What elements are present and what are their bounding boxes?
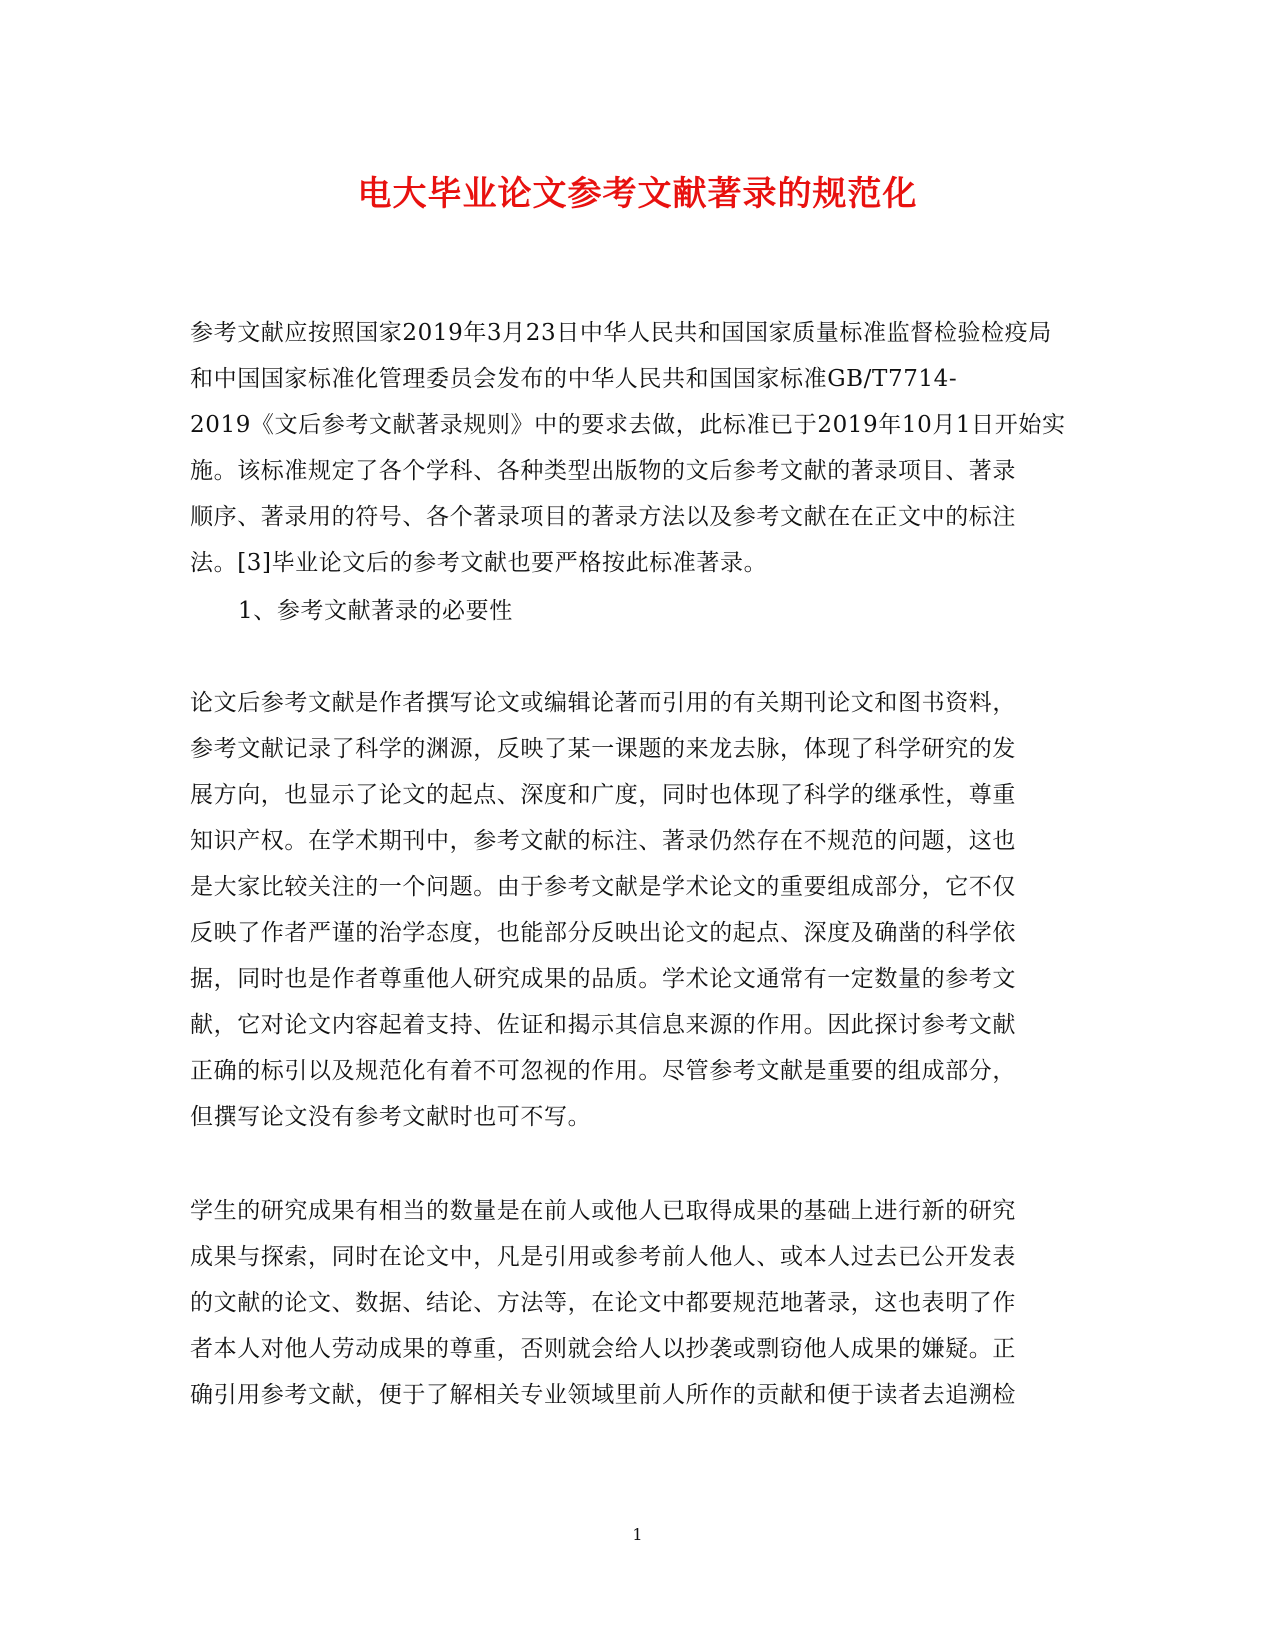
- section-heading: 1、参考文献著录的必要性: [238, 598, 513, 624]
- paragraph-1-line: 法。[3]毕业论文后的参考文献也要严格按此标准著录。: [190, 550, 768, 576]
- paragraph-1-line: 和中国国家标准化管理委员会发布的中华人民共和国国家标准GB/T7714-: [190, 366, 958, 392]
- paragraph-2-line: 但撰写论文没有参考文献时也可不写。: [190, 1104, 592, 1130]
- paragraph-2-line: 是大家比较关注的一个问题。由于参考文献是学术论文的重要组成部分，它不仅: [190, 874, 1016, 900]
- paragraph-2-line: 知识产权。在学术期刊中，参考文献的标注、著录仍然存在不规范的问题，这也: [190, 828, 1016, 854]
- paragraph-2-line: 展方向，也显示了论文的起点、深度和广度，同时也体现了科学的继承性，尊重: [190, 782, 1016, 808]
- paragraph-1-line: 参考文献应按照国家2019年3月23日中华人民共和国国家质量标准监督检验检疫局: [190, 320, 1052, 346]
- paragraph-2-line: 献，它对论文内容起着支持、佐证和揭示其信息来源的作用。因此探讨参考文献: [190, 1012, 1016, 1038]
- paragraph-2-line: 据，同时也是作者尊重他人研究成果的品质。学术论文通常有一定数量的参考文: [190, 966, 1016, 992]
- page-number: 1: [632, 1525, 643, 1544]
- paragraph-3-line: 成果与探索，同时在论文中，凡是引用或参考前人他人、或本人过去已公开发表: [190, 1244, 1016, 1270]
- paragraph-2-line: 参考文献记录了科学的渊源，反映了某一课题的来龙去脉，体现了科学研究的发: [190, 736, 1016, 762]
- paragraph-2-line: 正确的标引以及规范化有着不可忽视的作用。尽管参考文献是重要的组成部分，: [190, 1058, 1016, 1084]
- paragraph-2-line: 论文后参考文献是作者撰写论文或编辑论著而引用的有关期刊论文和图书资料，: [190, 690, 1016, 716]
- paragraph-3-line: 者本人对他人劳动成果的尊重，否则就会给人以抄袭或剽窃他人成果的嫌疑。正: [190, 1336, 1016, 1362]
- paragraph-2-line: 反映了作者严谨的治学态度，也能部分反映出论文的起点、深度及确凿的科学依: [190, 920, 1016, 946]
- paragraph-3-line: 确引用参考文献，便于了解相关专业领域里前人所作的贡献和便于读者去追溯检: [190, 1382, 1016, 1408]
- paragraph-3-line: 学生的研究成果有相当的数量是在前人或他人已取得成果的基础上进行新的研究: [190, 1198, 1016, 1224]
- paragraph-1-line: 2019《文后参考文献著录规则》中的要求去做，此标准已于2019年10月1日开始实: [190, 412, 1066, 438]
- paragraph-1-line: 顺序、著录用的符号、各个著录项目的著录方法以及参考文献在在正文中的标注: [190, 504, 1016, 530]
- paragraph-3-line: 的文献的论文、数据、结论、方法等，在论文中都要规范地著录，这也表明了作: [190, 1290, 1016, 1316]
- paragraph-1-line: 施。该标准规定了各个学科、各种类型出版物的文后参考文献的著录项目、著录: [190, 458, 1016, 484]
- document-title: 电大毕业论文参考文献著录的规范化: [357, 174, 918, 214]
